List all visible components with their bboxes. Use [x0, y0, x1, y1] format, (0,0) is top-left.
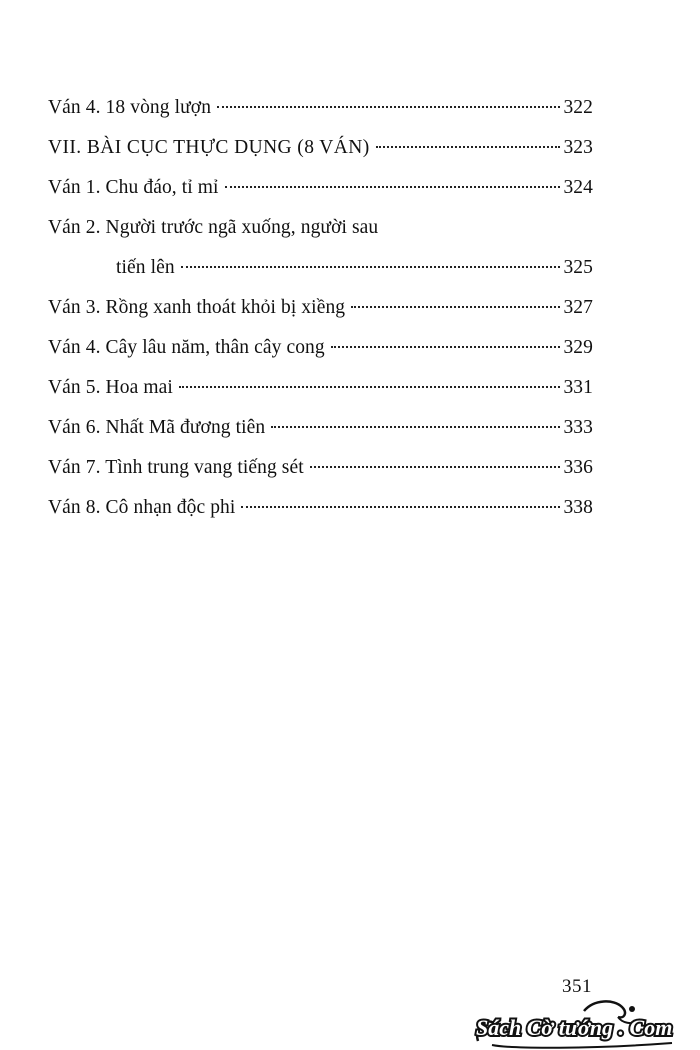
toc-section-heading — [48, 128, 593, 168]
toc-entry — [48, 168, 593, 208]
table-of-contents — [48, 88, 593, 528]
toc-entry-page: 338 — [563, 497, 593, 518]
watermark-logo-graphic — [472, 999, 700, 1050]
toc-entry-title: Ván 2. Người trước ngã xuống, người sau — [48, 217, 379, 238]
toc-entry — [48, 408, 593, 448]
toc-entry-page: 329 — [563, 337, 593, 358]
toc-entry-title: Ván 3. Rồng xanh thoát khỏi bị xiềng — [48, 297, 346, 318]
toc-entry — [48, 288, 593, 328]
toc-entry-continuation — [48, 248, 593, 288]
toc-entry-title: Ván 8. Cô nhạn độc phi — [48, 497, 236, 518]
toc-entry — [48, 88, 593, 128]
toc-entry-title: tiến lên — [116, 257, 175, 278]
dot-leader — [331, 346, 561, 348]
toc-entry-title: Ván 7. Tình trung vang tiếng sét — [48, 457, 304, 478]
dot-leader — [376, 146, 561, 148]
dot-leader — [225, 186, 561, 188]
dot-leader — [217, 106, 560, 108]
watermark-text: Sách Cờ tướng . Com — [476, 1015, 673, 1040]
dot-leader — [179, 386, 561, 388]
toc-entry — [48, 208, 593, 248]
toc-entry-title: Ván 1. Chu đáo, tỉ mỉ — [48, 177, 219, 198]
toc-entry-page: 325 — [563, 257, 593, 278]
toc-entry-title: Ván 4. Cây lâu năm, thân cây cong — [48, 337, 325, 358]
toc-entry-page: 323 — [563, 137, 593, 158]
dot-leader — [181, 266, 561, 268]
toc-entry-page: 331 — [563, 377, 593, 398]
toc-entry-page: 336 — [563, 457, 593, 478]
toc-entry-page: 327 — [563, 297, 593, 318]
dot-leader — [271, 426, 560, 428]
dot-leader — [310, 466, 561, 468]
toc-entry-page: 333 — [563, 417, 593, 438]
toc-entry — [48, 488, 593, 528]
page-number: 351 — [562, 976, 592, 997]
toc-entry — [48, 368, 593, 408]
watermark-logo — [472, 999, 700, 1050]
toc-entry-title: Ván 5. Hoa mai — [48, 377, 173, 398]
dot-leader — [351, 306, 560, 308]
toc-entry-title: Ván 4. 18 vòng lượn — [48, 97, 212, 118]
toc-entry — [48, 448, 593, 488]
toc-entry — [48, 328, 593, 368]
toc-entry-page: 324 — [563, 177, 593, 198]
dot-leader — [241, 506, 560, 508]
toc-entry-title: Ván 6. Nhất Mã đương tiên — [48, 417, 266, 438]
toc-entry-page: 322 — [563, 97, 593, 118]
toc-entry-title: VII. BÀI CỤC THỰC DỤNG (8 VÁN) — [48, 137, 370, 158]
